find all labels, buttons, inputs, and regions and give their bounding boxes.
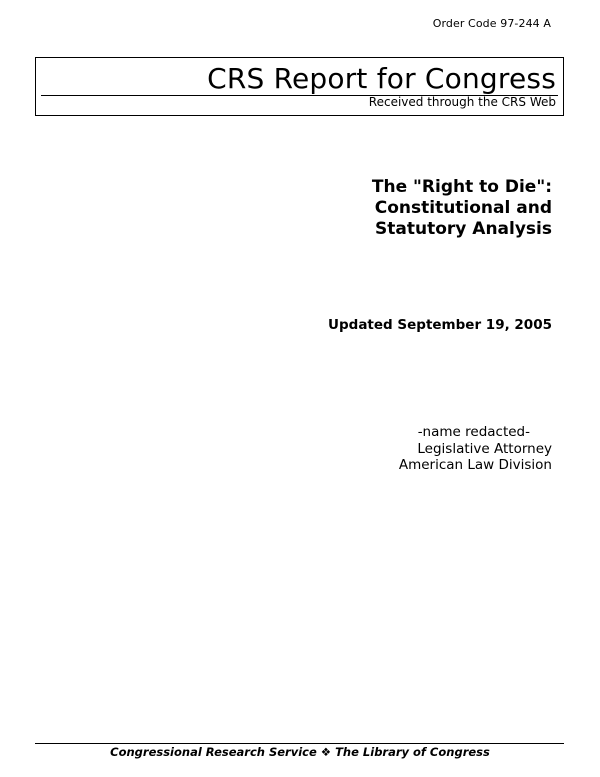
report-header-box <box>35 57 564 116</box>
updated-date: Updated September 19, 2005 <box>328 317 552 333</box>
report-title-line-2: Constitutional and <box>374 198 552 218</box>
author-role: Legislative Attorney <box>417 440 552 457</box>
report-title <box>372 177 552 240</box>
report-title-line-1: The "Right to Die": <box>371 177 552 197</box>
order-code: Order Code 97-244 A <box>432 17 551 30</box>
author-name: -name redacted- <box>417 424 530 440</box>
author-division: American Law Division <box>398 457 552 473</box>
report-series-subtitle: Received through the CRS Web <box>368 95 556 109</box>
report-series-title: CRS Report for Congress <box>207 62 556 95</box>
footer-text: Congressional Research Service ❖ The Library of Congress <box>110 745 490 759</box>
report-title-line-3: Statutory Analysis <box>375 219 552 239</box>
footer-divider <box>35 743 564 744</box>
author-block <box>399 424 552 474</box>
